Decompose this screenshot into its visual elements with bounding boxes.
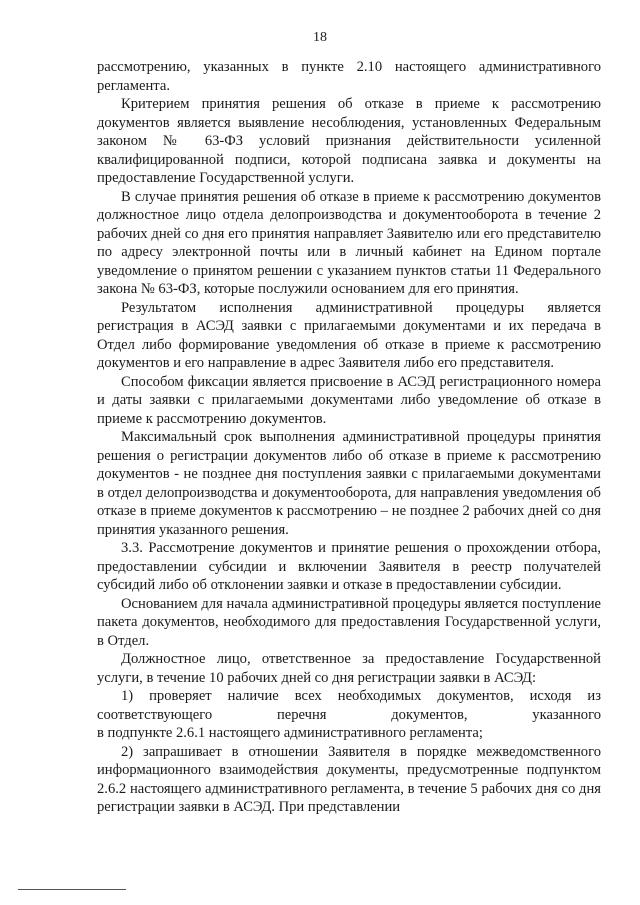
paragraph: Результатом исполнения административной процедуры является регистрация в АСЭД заявки с прилагаемыми документами и их передача в Отдел либо формирование уведомления об отказе в приеме к рассмотрению документов и его направление в адрес Заявителя либо его представителя. [97,299,601,371]
list-item-2: 2) запрашивает в отношении Заявителя в порядке межведомственного информационного взаимодействия документы, предусмотренные подпунктом 2.6.2 настоящего административного регламента, в течение 5 рабочих дня со дня регистрации заявки в АСЭД. При представлении [97,743,601,815]
paragraph: Критерием принятия решения об отказе в приеме к рассмотрению документов является выявление несоблюдения, установленных Федеральным законом № 63-ФЗ условий признания действительности усиленной квалифицированной подписи, которой подписана заявка и документы на предоставление Государственной услуги. [97,96,601,186]
paragraph: Должностное лицо, ответственное за предоставление Государственной услуги, в течение 10 рабочих дней со дня регистрации заявки в АСЭД: [97,651,601,686]
document-body [97,58,601,817]
footer-rule [18,889,126,890]
paragraph: Способом фиксации является присвоение в АСЭД регистрационного номера и даты заявки с прилагаемыми документами либо уведомление об отказе в приеме к рассмотрению документов. [97,373,601,427]
paragraph: Максимальный срок выполнения административной процедуры принятия решения о регистрации документов либо об отказе в приеме к рассмотрению документов - не позднее дня поступления заявки с прилагаемыми документами в отдел делопроизводства и документооборота, для направления уведомления об отказе в приеме документов к рассмотрению – не позднее 2 рабочих дней со дня принятия указанного решения. [97,429,601,538]
paragraph: Основанием для начала административной процедуры является поступление пакета документов, необходимого для предоставления Государственной услуги, в Отдел. [97,595,601,649]
paragraph: рассмотрению, указанных в пункте 2.10 настоящего административного регламента. [97,59,601,94]
page-number: 18 [313,30,327,45]
paragraph: В случае принятия решения об отказе в приеме к рассмотрению документов должностное лицо отдела делопроизводства и документооборота в течение 2 рабочих дней со дня его принятия направляет Заявителю или его представителю по адресу электронной почты или в личный кабинет на Едином портале уведомление о принятом решении с указанием пунктов статьи 11 Федерального закона № 63-ФЗ, которые послужили основанием для его принятия. [97,188,601,297]
section-heading-3-3: 3.3. Рассмотрение документов и принятие решения о прохождении отбора, предоставлении субсидии и включении Заявителя в реестр получателей субсидий либо об отклонении заявки и отказе в предоставлении субсидии. [97,540,601,593]
list-item-1-continuation: в подпункте 2.6.1 настоящего административного регламента; [97,725,483,741]
list-item-1: 1) проверяет наличие всех необходимых документов, исходя из соответствующего перечня документов, указанного [97,688,601,723]
